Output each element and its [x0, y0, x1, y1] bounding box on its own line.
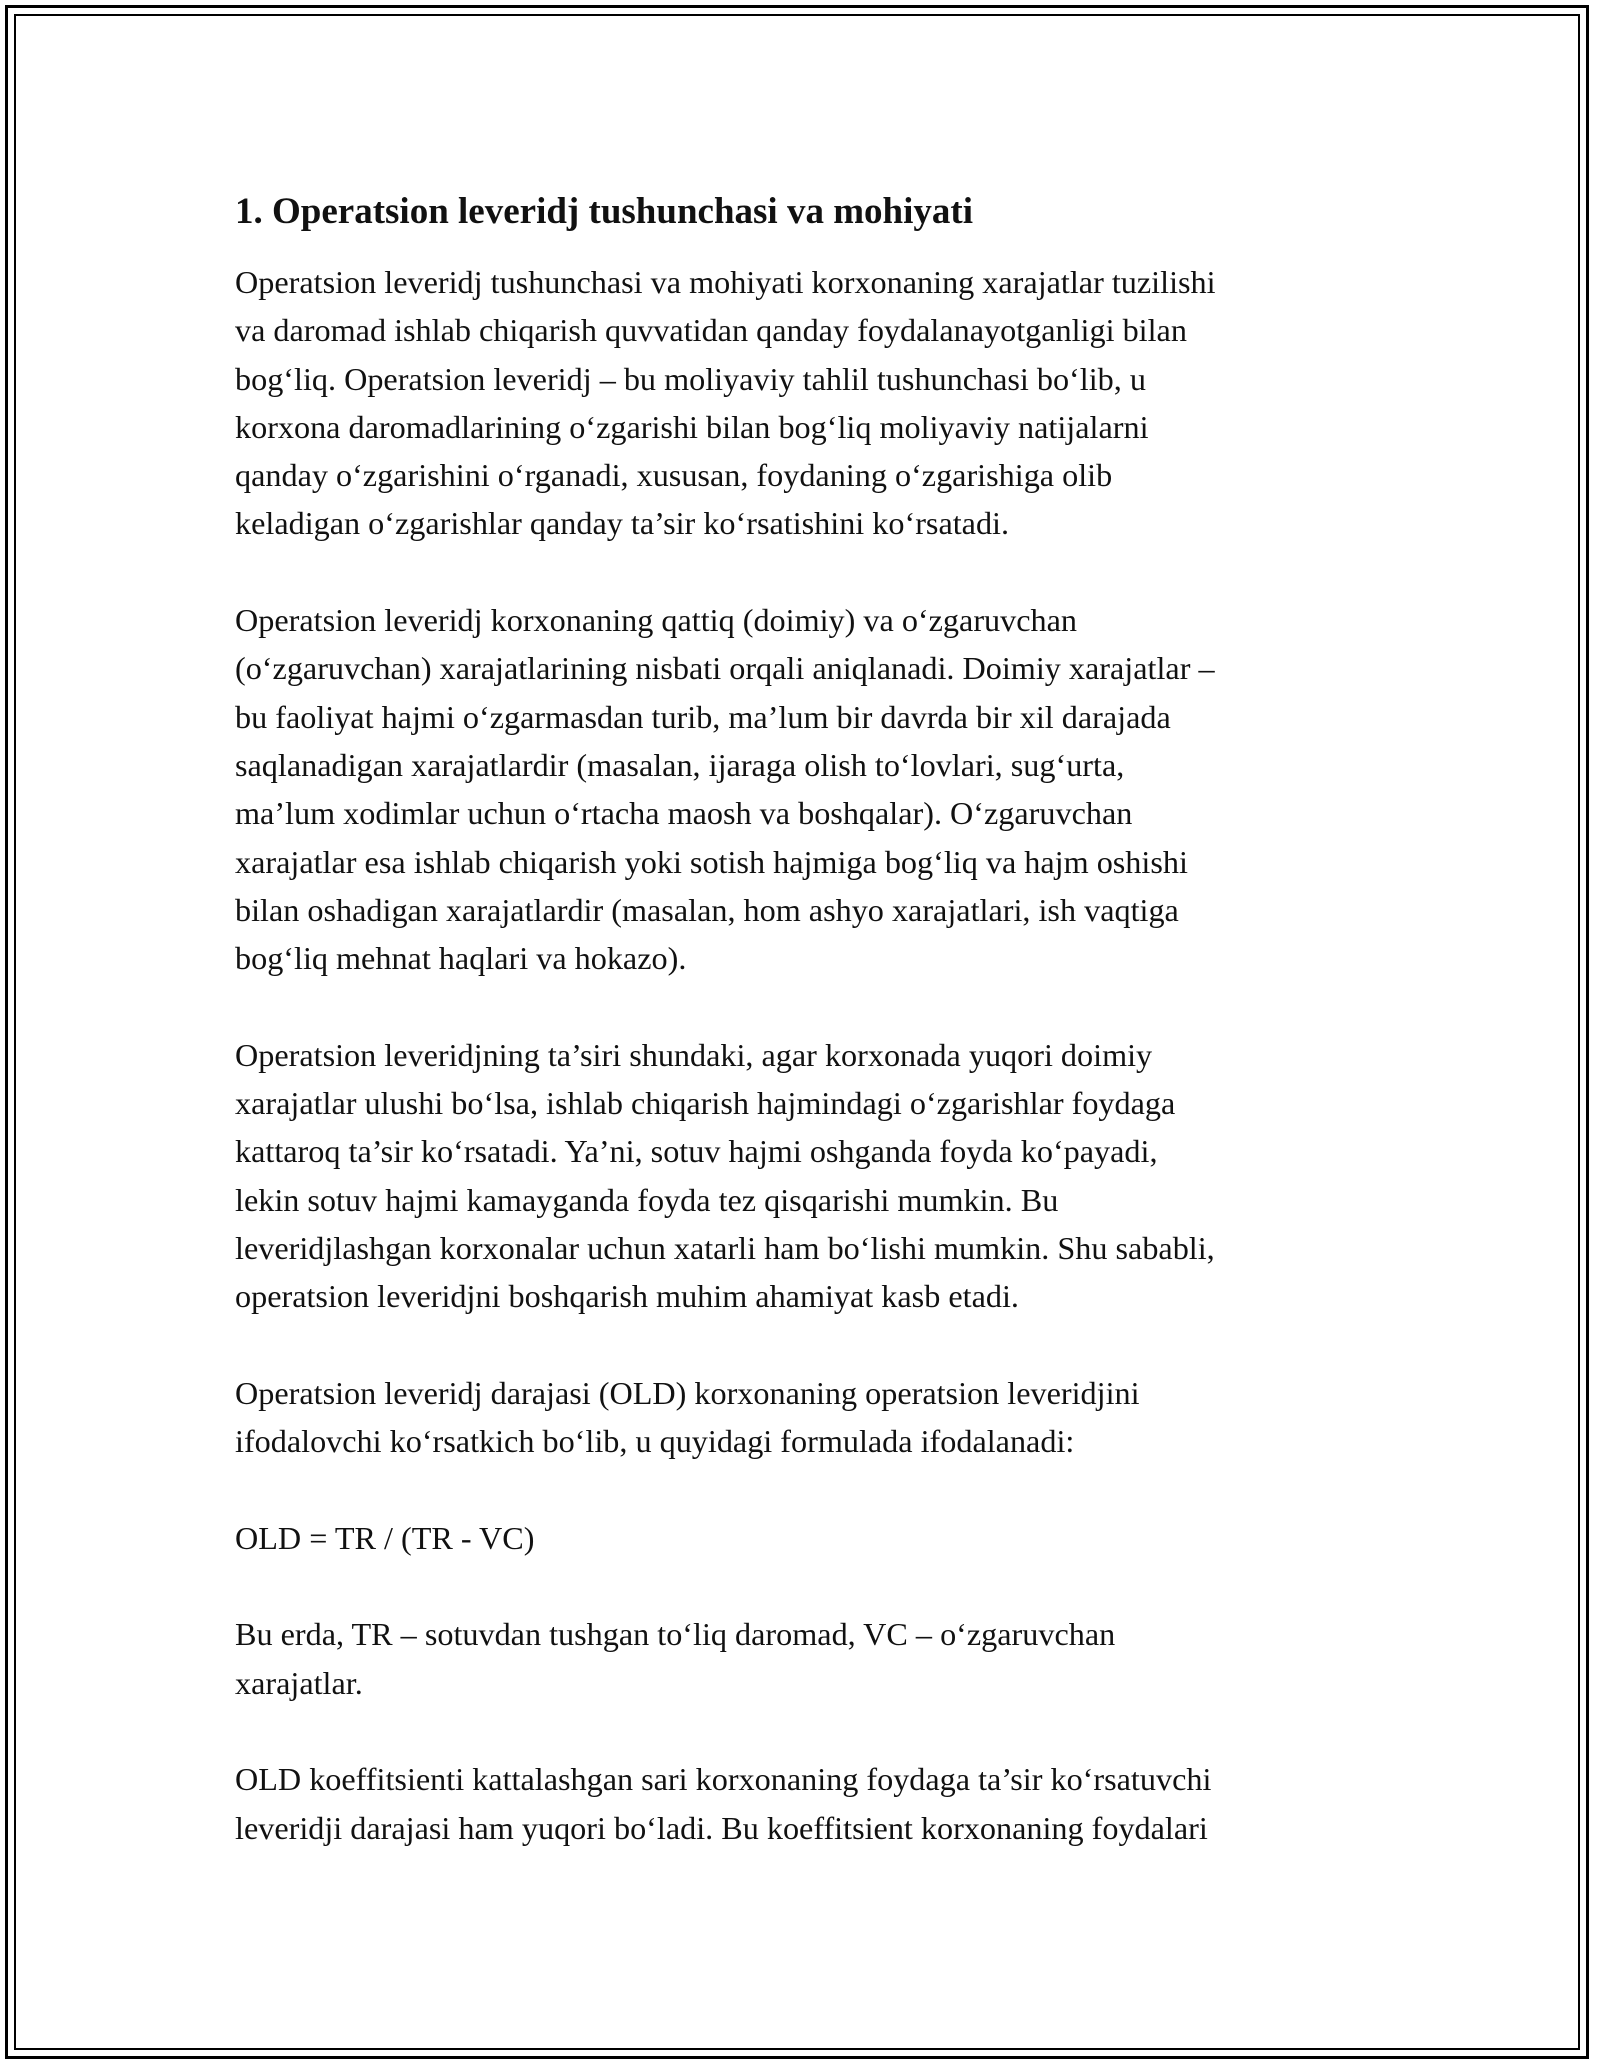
document-body — [235, 188, 1365, 1900]
paragraph-definition: Operatsion leveridj tushunchasi va mohiyati korxonaning xarajatlar tuzilishi va daromad ishlab chiqarish quvvatidan qanday foydalanayotganligi bilan bog‘liq. Operatsion leveridj – bu moliyaviy tahlil tushunchasi bo‘lib, u korxona daromadlarining o‘zgarishi bilan bog‘liq moliyaviy natijalarni qanday o‘zgarishini o‘rganadi, xususan, foydaning o‘zgarishiga olib keladigan o‘zgarishlar qanday ta’sir ko‘rsatishini ko‘rsatadi. — [235, 264, 1216, 542]
paragraph-formula-legend: Bu erda, TR – sotuvdan tushgan to‘liq daromad, VC – o‘zgaruvchan xarajatlar. — [235, 1616, 1116, 1701]
paragraph-effect: Operatsion leveridjning ta’siri shundaki, agar korxonada yuqori doimiy xarajatlar ulushi bo‘lsa, ishlab chiqarish hajmindagi o‘zgarishlar foydaga kattaroq ta’sir ko‘rsatadi. Ya’ni, sotuv hajmi oshganda foyda ko‘payadi, lekin sotuv hajmi kamayganda foyda tez qisqarishi mumkin. Bu leveridjlashgan korxonalar uchun xatarli ham bo‘lishi mumkin. Shu sababli, operatsion leveridjni boshqarish muhim ahamiyat kasb etadi. — [235, 1036, 1215, 1315]
paragraph-costs: Operatsion leveridj korxonaning qattiq (doimiy) va o‘zgaruvchan (o‘zgaruvchan) xarajatlarining nisbati orqali aniqlanadi. Doimiy xarajatlar – bu faoliyat hajmi o‘zgarmasdan turib, ma’lum bir davrda bir xil darajada saqlanadigan xarajatlardir (masalan, ijaraga olish to‘lovlari, sug‘urta, ma’lum xodimlar uchun o‘rtacha maosh va boshqalar). O‘zgaruvchan xarajatlar esa ishlab chiqarish yoki sotish hajmiga bog‘liq va hajm oshishi bilan oshadigan xarajatlardir (masalan, hom ashyo xarajatlari, ish vaqtiga bog‘liq mehnat haqlari va hokazo). — [235, 602, 1215, 977]
section-heading: 1. Operatsion leveridj tushunchasi va mohiyati — [235, 191, 973, 232]
paragraph-old-intro: Operatsion leveridj darajasi (OLD) korxonaning operatsion leveridjini ifodalovchi ko‘rsatkich bo‘lib, u quyidagi formulada ifodalanadi: — [235, 1374, 1140, 1460]
formula: OLD = TR / (TR - VC) — [235, 1519, 535, 1556]
paragraph-old-coefficient: OLD koeffitsienti kattalashgan sari korxonaning foydaga ta’sir ko‘rsatuvchi leveridji darajasi ham yuqori bo‘ladi. Bu koeffitsient korxonaning foydalari — [235, 1761, 1212, 1846]
